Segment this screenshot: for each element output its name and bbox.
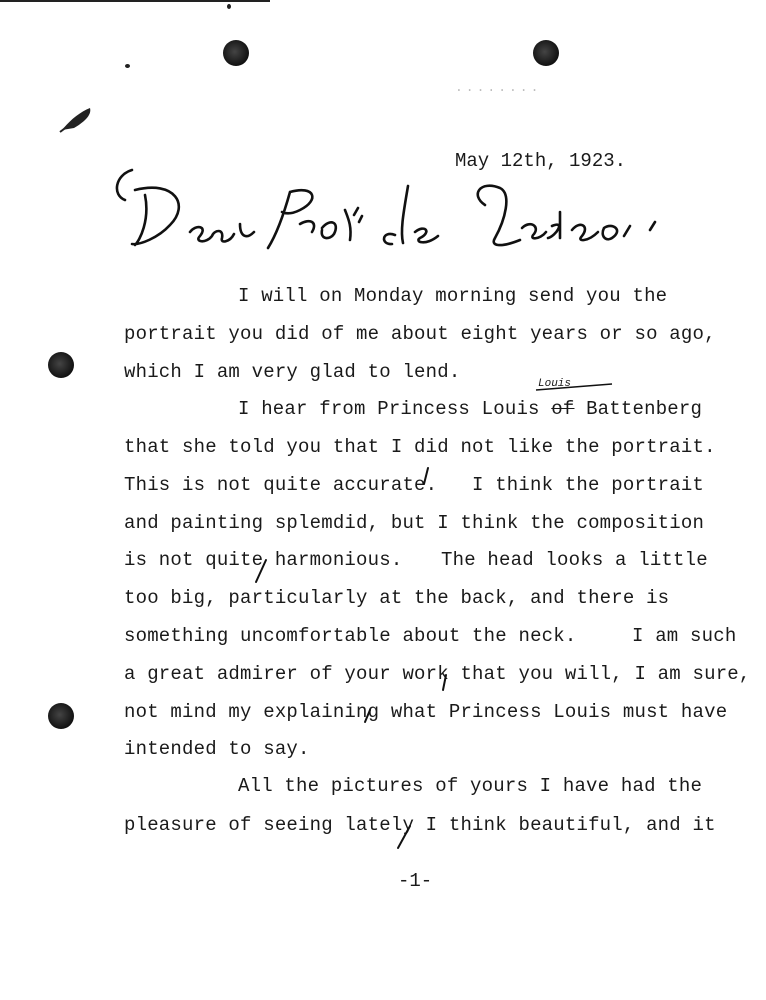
letter-line: pleasure of seeing lately I think beautiful, and it	[124, 814, 716, 836]
letter-line: All the pictures of yours I have had the	[238, 775, 703, 797]
letter-line: is not quite harmonious.	[124, 549, 403, 571]
page-number: -1-	[398, 870, 433, 892]
letter-line-part: I hear from Princess Louis	[238, 398, 552, 420]
letter-line: intended to say.	[124, 738, 310, 760]
letter-line: The head looks a little	[441, 549, 708, 571]
letter-line: a great admirer of your work that you will, I am sure,	[124, 663, 751, 685]
letter-line-part: Battenberg	[586, 398, 703, 420]
letter-line: This is not quite accurate.	[124, 474, 438, 496]
handwritten-insertion: Louis	[538, 378, 572, 390]
faint-stamp-text: ........	[455, 80, 542, 95]
struck-word: of	[551, 398, 575, 420]
letter-line: not mind my explaining what Princess Louis must have	[124, 701, 728, 723]
letter-line: too big, particularly at the back, and there is	[124, 587, 670, 609]
letter-line: I am such	[632, 625, 737, 647]
letter-date: May 12th, 1923.	[455, 150, 627, 172]
letter-line: portrait you did of me about eight years or so ago,	[124, 323, 716, 345]
letter-line: I think the portrait	[472, 474, 705, 496]
letter-line: that she told you that I did not like the portrait.	[124, 436, 716, 458]
letter-line: and painting splemdid, but I think the composition	[124, 512, 705, 534]
letter-line: something uncomfortable about the neck.	[124, 625, 577, 647]
letter-line: which I am very glad to lend.	[124, 361, 461, 383]
letter-line: I will on Monday morning send you the	[238, 285, 668, 307]
